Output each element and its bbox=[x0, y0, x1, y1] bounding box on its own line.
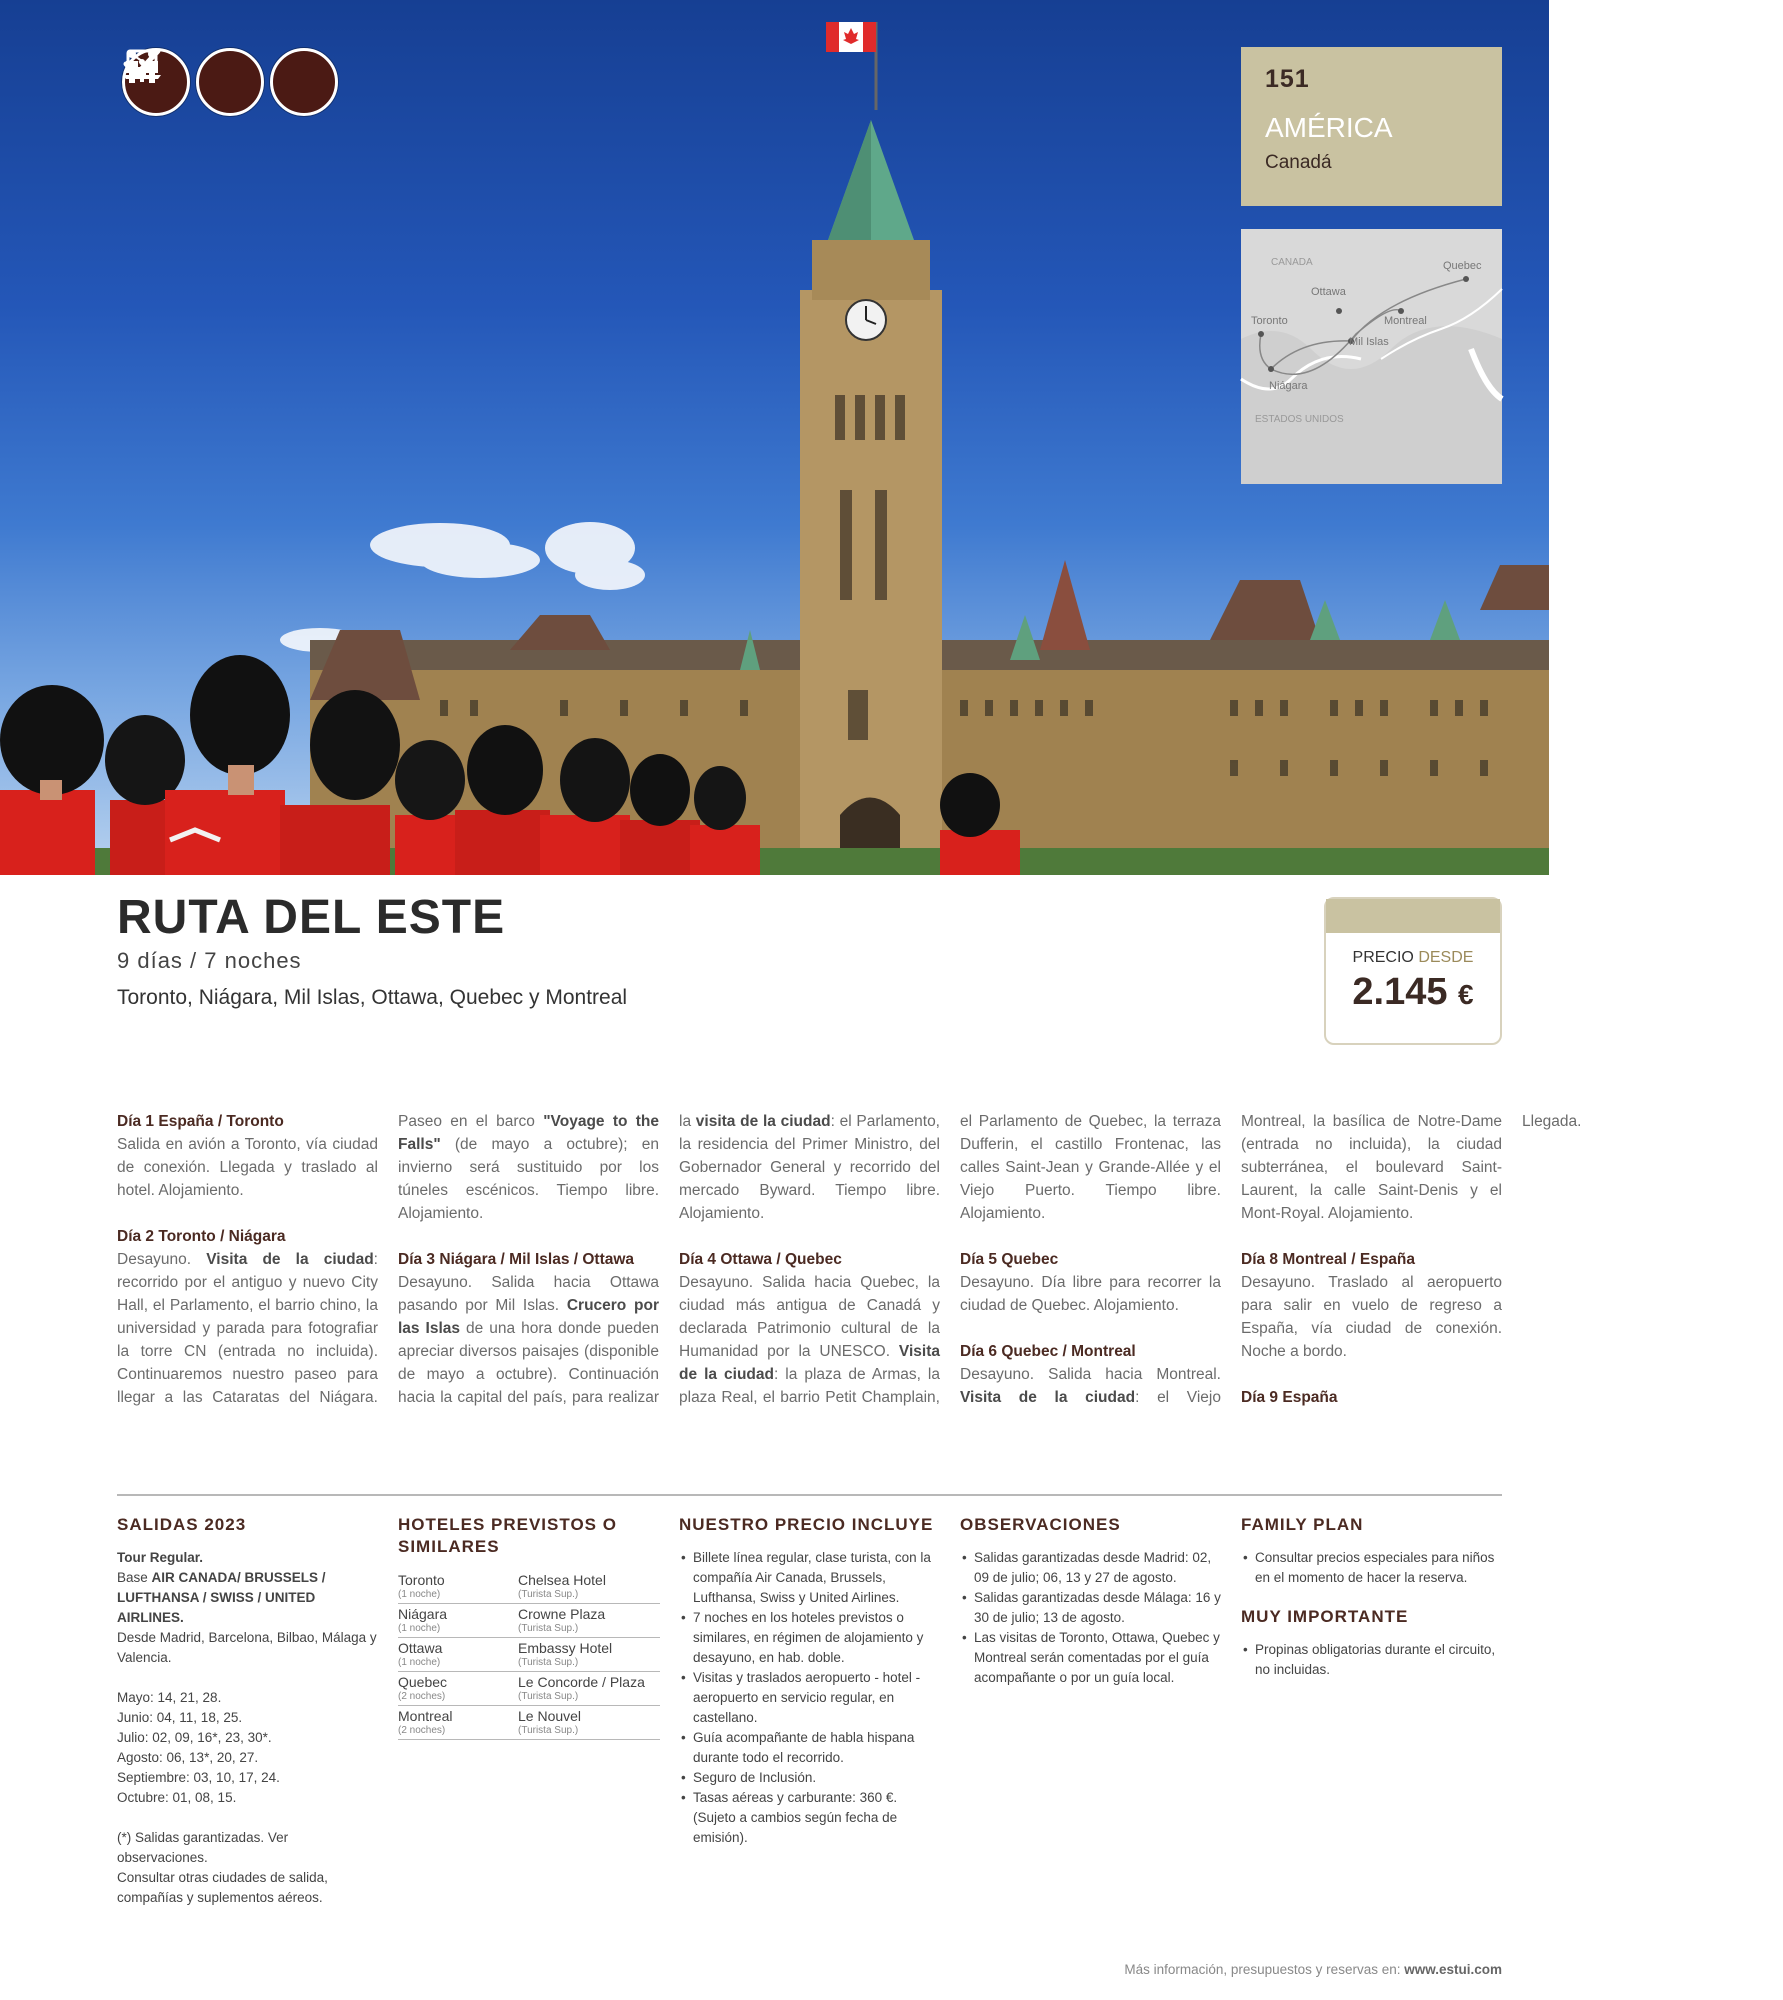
hero-image bbox=[0, 0, 1549, 875]
list-item: • Visitas y traslados aeropuerto - hotel - aeropuerto en servicio regular, en castellano. bbox=[679, 1668, 941, 1728]
family-plan-section bbox=[1241, 1514, 1503, 1680]
dates-august: Agosto: 06, 13*, 20, 27. bbox=[117, 1750, 259, 1765]
airlines: Base AIR CANADA/ BRUSSELS / LUFTHANSA / SWISS / UNITED AIRLINES. bbox=[117, 1570, 326, 1625]
dates-september: Septiembre: 03, 10, 17, 24. bbox=[117, 1770, 280, 1785]
salidas-note: (*) Salidas garantizadas. Ver observaciones. bbox=[117, 1830, 289, 1865]
country-label: Canadá bbox=[1265, 152, 1332, 173]
list-item: • Las visitas de Toronto, Ottawa, Quebec y Montreal serán comentadas por el guía acompañante o por un guía local. bbox=[960, 1628, 1222, 1688]
incluye-list bbox=[679, 1548, 941, 1848]
incluye-section bbox=[679, 1514, 941, 1848]
route-map bbox=[1241, 229, 1502, 484]
list-item: • Seguro de Inclusión. bbox=[679, 1768, 941, 1788]
itinerary-day bbox=[1241, 1248, 1502, 1363]
day-heading: Día 2 Toronto / Niágara bbox=[117, 1228, 286, 1245]
day-heading: Día 3 Niágara / Mil Islas / Ottawa bbox=[398, 1251, 635, 1268]
feature-icons bbox=[122, 48, 338, 116]
family-plan-list bbox=[1241, 1548, 1503, 1588]
region-box bbox=[1241, 47, 1502, 206]
price-from-text: DESDE bbox=[1418, 949, 1474, 966]
salidas-note-2: Consultar otras ciudades de salida, compañías y suplementos aéreos. bbox=[117, 1870, 328, 1905]
tour-type: Tour Regular. bbox=[117, 1550, 204, 1565]
day-heading: Día 9 España bbox=[1241, 1389, 1338, 1406]
footer bbox=[1124, 1962, 1502, 1977]
tour-duration: 9 días / 7 noches bbox=[117, 948, 302, 973]
hotels-table bbox=[398, 1570, 660, 1740]
day-text: Desayuno. Visita de la ciudad: recorrido por el antiguo y nuevo City Hall, el Parlamento, el barrio chino, la universidad y parada para fotografiar la torre CN (entrada no incluida). Continuaremos nuestro paseo para llegar a las Cataratas del Niágara. Paseo en el barco "Voyage to the Falls" (de mayo a octubre); en invierno será sustituido por los túneles escénicos. Tiempo libre. Alojamiento. bbox=[117, 1113, 659, 1406]
muy-importante-heading: MUY IMPORTANTE bbox=[1241, 1607, 1409, 1626]
price-label-text: PRECIO bbox=[1352, 949, 1414, 966]
page-number: 151 bbox=[1265, 65, 1310, 93]
footer-link[interactable]: www.estui.com bbox=[1404, 1962, 1502, 1977]
map-label-niagara: Niágara bbox=[1269, 380, 1308, 392]
dates-october: Octubre: 01, 08, 15. bbox=[117, 1790, 237, 1805]
day-heading: Día 8 Montreal / España bbox=[1241, 1251, 1416, 1268]
observaciones-heading: OBSERVACIONES bbox=[960, 1515, 1121, 1534]
table-row: Quebec (2 noches) Le Concorde / Plaza (Turista Sup.) bbox=[398, 1672, 660, 1706]
list-item: • Consultar precios especiales para niños en el momento de hacer la reserva. bbox=[1241, 1548, 1503, 1588]
day-text: Llegada. bbox=[1522, 1113, 1582, 1130]
hoteles-section bbox=[398, 1514, 660, 1740]
list-item: • Propinas obligatorias durante el circuito, no incluidas. bbox=[1241, 1640, 1503, 1680]
incluye-heading: NUESTRO PRECIO INCLUYE bbox=[679, 1515, 934, 1534]
list-item: • Salidas garantizadas desde Málaga: 16 y 30 de julio; 13 de agosto. bbox=[960, 1588, 1222, 1628]
footer-text: Más información, presupuestos y reservas en: bbox=[1124, 1962, 1405, 1977]
list-item: • Salidas garantizadas desde Madrid: 02, 09 de julio; 06, 13 y 27 de agosto. bbox=[960, 1548, 1222, 1588]
day-heading: Día 1 España / Toronto bbox=[117, 1113, 284, 1130]
region-label: AMÉRICA bbox=[1265, 112, 1393, 143]
price-band bbox=[1326, 899, 1500, 933]
day-text: Desayuno. Traslado al aeropuerto para salir en vuelo de regreso a España, vía ciudad de conexión. Noche a bordo. bbox=[1241, 1274, 1502, 1360]
price-value: 2.145 bbox=[1352, 971, 1448, 1013]
itinerary-day bbox=[117, 1110, 378, 1202]
day-heading: Día 5 Quebec bbox=[960, 1251, 1059, 1268]
family-icon bbox=[270, 48, 338, 116]
price-amount bbox=[1326, 971, 1500, 1014]
map-label-canada: CANADA bbox=[1271, 257, 1313, 268]
table-row: Toronto (1 noche) Chelsea Hotel (Turista Sup.) bbox=[398, 1570, 660, 1604]
day-text: Salida en avión a Toronto, vía ciudad de conexión. Llegada y traslado al hotel. Alojamiento. bbox=[117, 1136, 378, 1199]
list-item: • Tasas aéreas y carburante: 360 €. (Sujeto a cambios según fecha de emisión). bbox=[679, 1788, 941, 1848]
checkmark-icon bbox=[196, 48, 264, 116]
list-item: • Guía acompañante de habla hispana durante todo el recorrido. bbox=[679, 1728, 941, 1768]
price-box bbox=[1324, 897, 1502, 1045]
tour-title: RUTA DEL ESTE bbox=[117, 891, 506, 944]
day-text: Desayuno. Salida hacia Ottawa pasando por Mil Islas. Crucero por las Islas de una hora donde pueden apreciar diversos paisajes (disponible de mayo a octubre). Continuación hacia la capital del país, para realizar la visita de la ciudad: el Parlamento, la residencia del Primer Ministro, del Gobernador General y recorrido del mercado Byward. Tiempo libre. Alojamiento. bbox=[398, 1113, 940, 1406]
section-divider bbox=[117, 1494, 1502, 1496]
table-row: Montreal (2 noches) Le Nouvel (Turista Sup.) bbox=[398, 1706, 660, 1740]
map-label-toronto: Toronto bbox=[1251, 315, 1288, 327]
itinerary bbox=[117, 1110, 1582, 1415]
day-heading: Día 4 Ottawa / Quebec bbox=[679, 1251, 842, 1268]
day-text: Desayuno. Día libre para recorrer la ciudad de Quebec. Alojamiento. bbox=[960, 1274, 1221, 1314]
price-label bbox=[1326, 949, 1500, 967]
map-label-montreal: Montreal bbox=[1384, 315, 1427, 327]
map-label-quebec: Quebec bbox=[1443, 260, 1482, 272]
tour-cities: Toronto, Niágara, Mil Islas, Ottawa, Quebec y Montreal bbox=[117, 986, 628, 1009]
map-label-mil-islas: Mil Islas bbox=[1349, 336, 1389, 348]
origins: Desde Madrid, Barcelona, Bilbao, Málaga y Valencia. bbox=[117, 1630, 377, 1665]
hoteles-heading: HOTELES PREVISTOS O SIMILARES bbox=[398, 1515, 617, 1556]
map-label-ottawa: Ottawa bbox=[1311, 286, 1346, 298]
salidas-section bbox=[117, 1514, 379, 1908]
dates-july: Julio: 02, 09, 16*, 23, 30*. bbox=[117, 1730, 272, 1745]
list-item: • 7 noches en los hoteles previstos o similares, en régimen de alojamiento y desayuno, en hab. doble. bbox=[679, 1608, 941, 1668]
map-label-usa: ESTADOS UNIDOS bbox=[1255, 414, 1344, 425]
dates-may: Mayo: 14, 21, 28. bbox=[117, 1690, 222, 1705]
muy-importante-list bbox=[1241, 1640, 1503, 1680]
observaciones-section bbox=[960, 1514, 1222, 1688]
day-heading: Día 6 Quebec / Montreal bbox=[960, 1343, 1136, 1360]
dates-june: Junio: 04, 11, 18, 25. bbox=[117, 1710, 243, 1725]
day-text: Desayuno. Salida hacia Montreal. Visita de la ciudad: el Viejo Montreal, la basílica de Notre-Dame (entrada no incluida), la ciudad subterránea, el boulevard Saint-Laurent, la calle Saint-Denis y el Mont-Royal. Alojamiento. bbox=[960, 1113, 1502, 1406]
price-currency: € bbox=[1458, 979, 1474, 1010]
family-plan-heading: FAMILY PLAN bbox=[1241, 1515, 1364, 1534]
table-row: Niágara (1 noche) Crowne Plaza (Turista Sup.) bbox=[398, 1604, 660, 1638]
salidas-heading: SALIDAS 2023 bbox=[117, 1515, 247, 1534]
observaciones-list bbox=[960, 1548, 1222, 1688]
day-text: Desayuno. Salida hacia Quebec, la ciudad más antigua de Canadá y declarada Patrimonio cultural de la Humanidad por la UNESCO. Visita de la ciudad: la plaza de Armas, la plaza Real, el barrio Petit Champlain, el Parlamento de Quebec, la terraza Dufferin, el castillo Frontenac, las calles Saint-Jean y Grande-Allée y el Viejo Puerto. Tiempo libre. Alojamiento. bbox=[679, 1113, 1221, 1406]
itinerary-day bbox=[960, 1248, 1221, 1317]
list-item: • Billete línea regular, clase turista, con la compañía Air Canada, Brussels, Lufthansa, Swiss y United Airlines. bbox=[679, 1548, 941, 1608]
table-row: Ottawa (1 noche) Embassy Hotel (Turista Sup.) bbox=[398, 1638, 660, 1672]
